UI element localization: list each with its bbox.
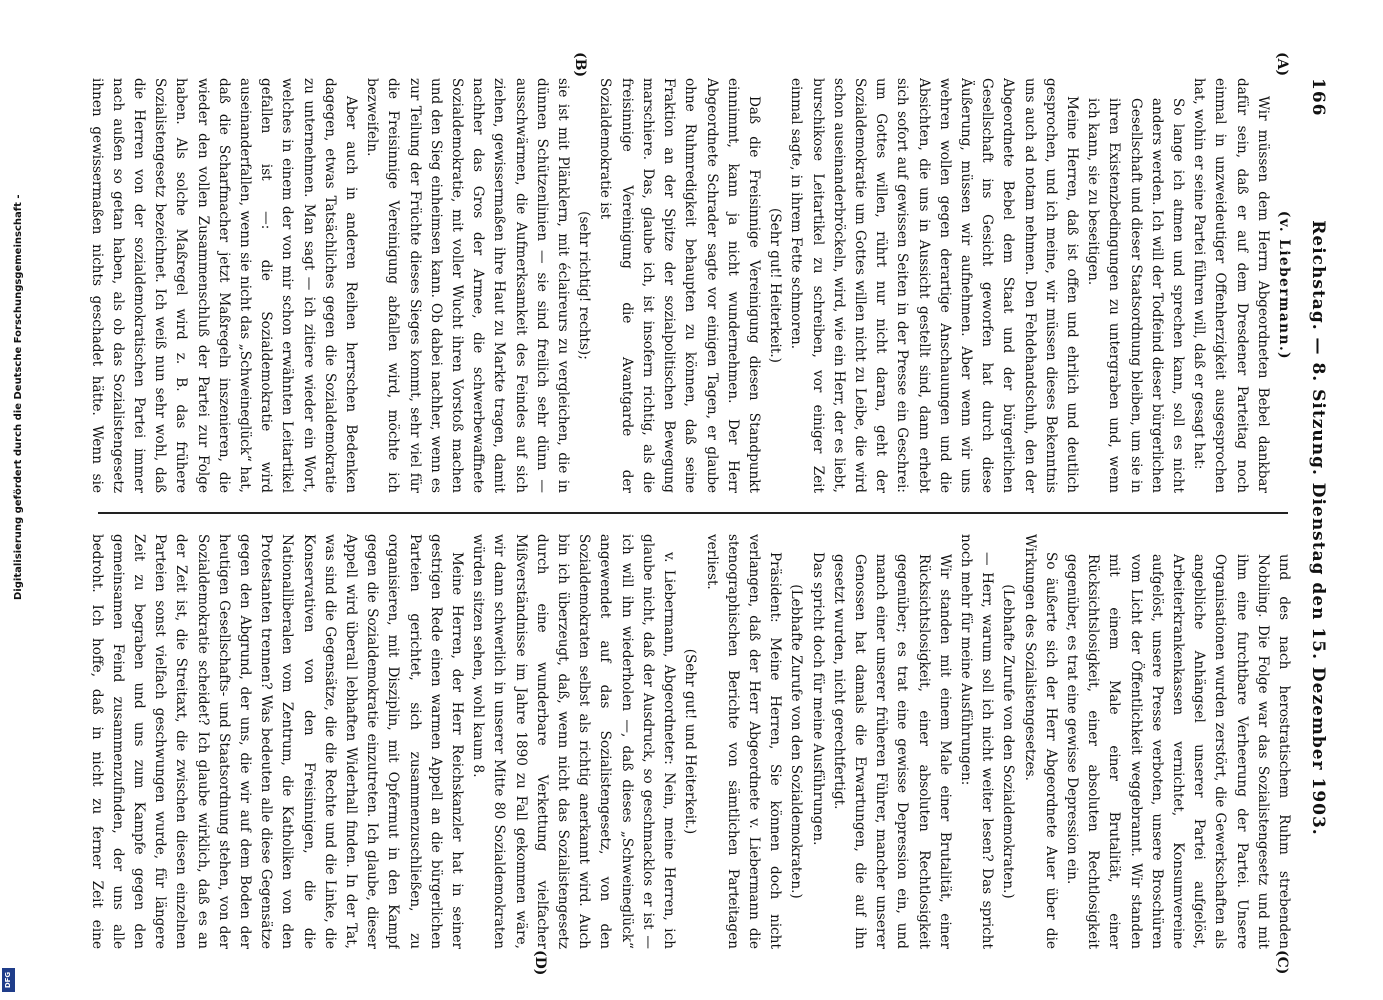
- interjection: (sehr richtig! rechts);: [576, 211, 593, 360]
- page-number: 166: [1308, 78, 1328, 117]
- paragraph: Das spricht doch für meine Ausführungen.: [809, 552, 826, 846]
- margin-marker-d: (D): [532, 950, 548, 976]
- margin-marker-a: (A): [1274, 52, 1290, 77]
- paragraph: Wir müssen dem Herrn Abgeordneten Bebel dankbar dafür sein, daß er auf dem Dresdener Parteitag noch einmal in unzweideutiger Offenherzigkeit ausgesprochen hat, wohin er seine Partei führen will, daß er gesagt hat:: [1191, 78, 1271, 493]
- interjection: (Lebhafte Zurufe von den Sozialdemokraten.): [788, 584, 805, 899]
- page-title: Reichstag. — 8. Sitzung. Dienstag den 15. Dezember 1903.: [1308, 220, 1328, 836]
- paragraph: So äußerte sich der Herr Abgeordnete Auer über die Wirkungen des Sozialistengesetzes.: [1021, 534, 1059, 949]
- interjection: (Lebhafte Zurufe von den Sozialdemokraten.): [1000, 584, 1017, 899]
- column-divider: [98, 512, 1288, 514]
- quote-block: So lange ich atmen und sprechen kann, soll es nicht anders werden. Ich will der Todfeind dieser bürgerlichen Gesellschaft und dieser Staatsordnung bleiben, um sie in ihren Existenzbedingungen zu untergraben und, wenn ich kann, sie zu beseitigen.: [1085, 98, 1186, 493]
- digitization-sidebar: [0, 0, 24, 1000]
- margin-marker-b: (B): [572, 52, 588, 78]
- paragraph: Meine Herren, daß ist offen und ehrlich und deutlich gesprochen, und ich meine, wir müssen dieses Bekenntnis uns auch ad notam nehmen. Den Fehdehandschuh, den der Abgeordnete Bebel dem Staat und der bürgerlichen Gesellschaft ins Gesicht geworfen hat durch diese Äußerung, müssen wir aufnehmen. Aber wenn wir uns wehren wollen gegen derartige Anschauungen und die Absichten, die uns in Aussicht gestellt sind, dann erhebt sich sofort auf gewissen Seiten in der Presse ein Geschrei: um Gottes willen, rührt nur nicht daran, geht der Sozialdemokratie um Gottes willen nicht zu Leibe, die wird schon auseinanderbröckeln, wird, wie ein Herr, der es liebt, burschikose Leitartikel zu schreiben, vor einiger Zeit einmal sagte, in ihrem Fette schmoren.: [788, 78, 1080, 493]
- paragraph: Daß die Freisinnige Vereinigung diesen Standpunkt einnimmt, kann ja nicht wundernehmen. Der Herr Abgeordnete Schrader sagte vor einigen Tagen, er glaube ohne Ruhmredigkeit behaupten zu können, daß seine Fraktion an der Spitze der sozialpolitischen Bewegung marschiere. Das, glaube ich, ist insofern richtig, als die freisinnige Vereinigung die Avantgarde der Sozialdemokratie ist: [597, 78, 762, 493]
- newspaper-page: [68, 52, 1328, 978]
- paragraph: Aber auch in anderen Reihen herrschen Bedenken dagegen, etwas Tatsächliches gegen die Sozialdemokratie zu unternehmen. Man sagt — ich zitiere wieder ein Wort, welches in einem der von mir schon erwähnten Leitartikel gefallen ist —: die Sozialdemokratie wird auseinanderfallen, wenn sie nicht das „Schweineglück“ hat, daß die Scharfmacher jetzt Maßregeln inszenieren, die wieder den vollen Zusammenschluß der Partei zur Folge haben. Als solche Maßregel wird z. B. das frühere Sozialistengesetz bezeichnet. Ich weiß nun sehr wohl, daß die Herren von der sozialdemokratischen Partei immer nach außen so getan haben, als ob das Sozialistengesetz ihnen gewissermaßen nichts geschadet hätte. Wenn sie: [88, 78, 360, 493]
- quote-block: Wir standen mit einem Male einer Brutalität, einer Rücksichtslosigkeit, einer absoluten Rechtlosigkeit gegenüber; es trat eine gewisse Depression ein, und manch einer unserer früheren Führer, mancher unserer Genossen hat damals die Erwartungen, die auf ihn gesetzt wurden, nicht gerechtfertigt.: [830, 554, 953, 949]
- interjection: (Sehr gut! Heiterkeit.): [767, 208, 784, 363]
- president-remark: Präsident: Meine Herren, Sie können doch nicht verlangen, daß der Herr Abgeordnete v. Liebermann die stenographischen Berichte von sämtlichen Parteitagen verliest.: [703, 534, 784, 949]
- margin-marker-c: (C): [1274, 950, 1290, 975]
- speaker-paragraph: v. Liebermann, Abgeordneter: Nein, meine Herren, ich glaube nicht, daß der Ausdruck, so geschmacklos er ist — ich will ihn wiederholen —, daß dieses „Schweineglück“ angewendet auf das Sozialistengesetz, von den Sozialdemokraten selbst als richtig anerkannt wird. Auch bin ich überzeugt, daß, wenn nicht das Sozialistengesetz durch eine wunderbare Verkettung vielfacher Mißverständnisse im Jahre 1890 zu Fall gekommen wäre, wir dann schwerlich in unserer Mitte 80 Sozialdemokraten würden sitzen sehen, wohl kaum 8.: [470, 534, 678, 949]
- speaker-heading: (v. Liebermann.): [1276, 210, 1292, 361]
- interjection: (Sehr gut! und Heiterkeit.): [682, 648, 699, 835]
- right-column: [84, 534, 1294, 949]
- paragraph: — Herr, warum soll ich nicht weiter lesen? Das spricht noch mehr für meine Ausführungen:: [957, 534, 996, 949]
- dfg-logo-icon: DFG: [2, 968, 15, 992]
- page-header: [1302, 78, 1328, 978]
- quote-block: und des nach herostratischem Ruhm strebenden Nobiling. Die Folge war das Sozialistengesetz und mit ihm eine furchtbare Verheerung der Partei. Unsere Organisationen wurden zerstört, die Gewerkschaften als angebliche Anhängsel unserer Partei aufgelöst, Arbeiterkrankenkassen vernichtet, Konsumvereine aufgelöst, unsere Presse verboten, unsere Broschüren vom Licht der Öffentlichkeit weggebrannt. Wir standen mit einem Male einer Brutalität, einer Rücksichtslosigkeit, einer absoluten Rechtlosigkeit gegenüber, es trat eine gewisse Depression ein.: [1063, 554, 1292, 949]
- paragraph: Meine Herren, der Herr Reichskanzler hat in seiner gestrigen Rede einen warmen Appell an die bürgerlichen Parteien gerichtet, sich zusammenzuschließen, zu organisieren, mit Disziplin, mit Opfermut in den Kampf gegen die Sozialdemokratie einzutreten. Ich glaube, dieser Appell wird überall lebhaften Widerhall finden. In der Tat, was sind die Gegensätze, die die Rechte und die Linke, die Konservativen von den Freisinnigen, die die Nationalliberalen vom Zentrum, die Katholiken von den Protestanten trennen? Was bedeuten alle diese Gegensätze gegen den Abgrund, der uns, die wir auf dem Boden der heutigen Gesellschafts- und Staatsordnung stehen, von der Sozialdemokratie scheidet? Ich glaube wirklich, daß es an der Zeit ist, die Streitaxt, die zwischen diesen einzelnen Parteien sonst vielfach geschwungen wurde, für längere Zeit zu begraben und uns zum Kampfe gegen den gemeinsamen Feind zusammenzufinden, der uns alle bedroht. Ich hoffe, daß in nicht zu ferner Zeit eine: [88, 534, 466, 949]
- paragraph: sie ist mit Plänklern, mit éclaireurs zu vergleichen, die in dünnen Schützenlinien — sie sind freilich sehr dünn — ausschwärmen, die Aufmerksamkeit des Feindes auf sich ziehen, gewissermaßen ihre Haut zu Markte tragen, damit nachher das Gros der Armee, die schwerbewaffnete Sozialdemokratie, mit voller Wucht ihren Vorstoß machen und den Sieg einheimsen kann. Ob dabei nachher, wenn es zur Teilung der Früchte dieses Sieges kommt, sehr viel für die Freisinnige Vereinigung abfallen wird, möchte ich bezweifeln.: [364, 78, 572, 493]
- left-column: [84, 78, 1294, 493]
- digitization-credit: Digitalisierung gefördert durch die Deutsche Forschungsgemeinschaft -: [13, 194, 24, 600]
